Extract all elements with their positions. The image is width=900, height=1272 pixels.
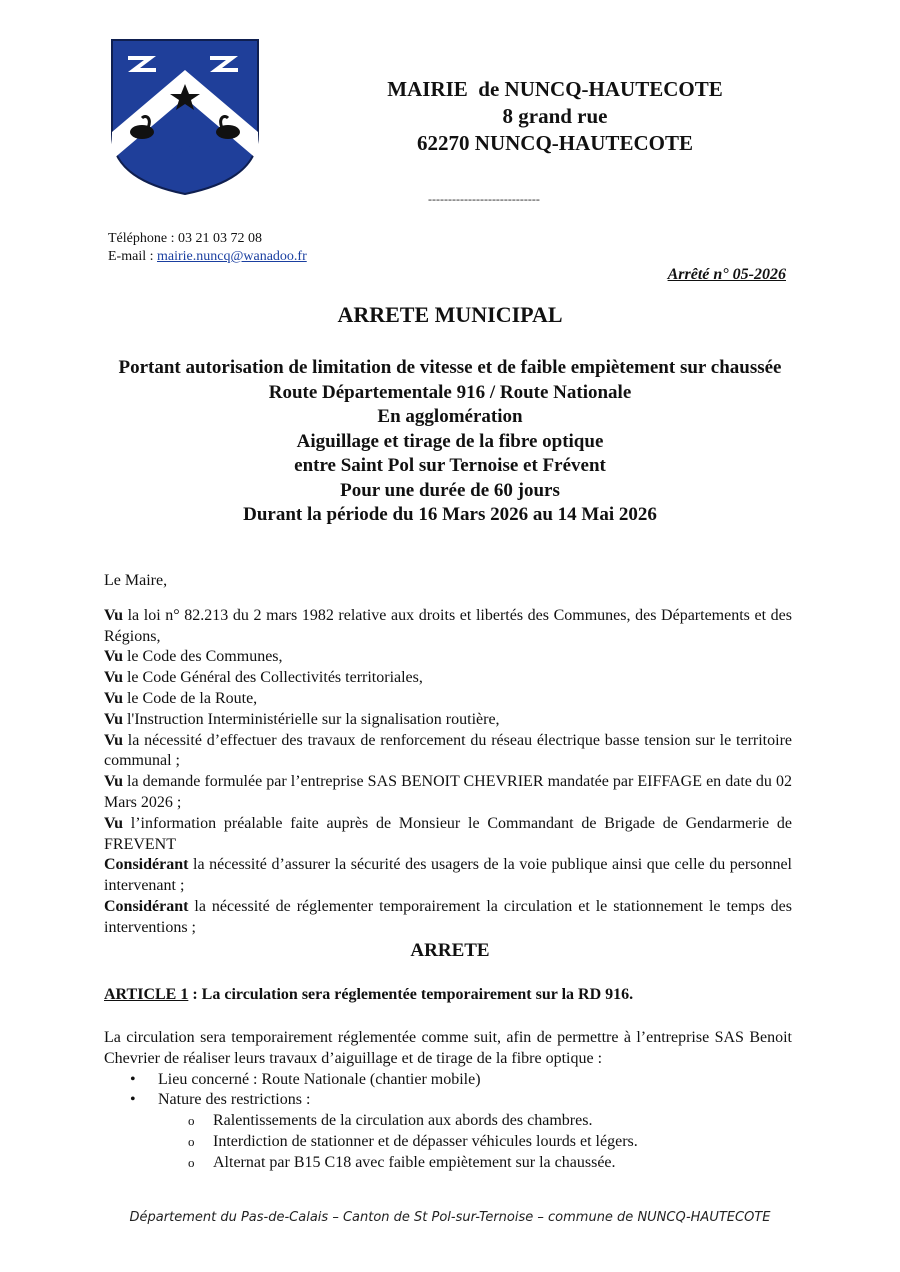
article-1-title [104,986,633,1004]
email-label: E-mail : [108,249,157,264]
subtitle-line: Portant autorisation de limitation de vitesse et de faible empiètement sur chaussée [118,357,782,378]
vu-item: Vu l'Instruction Interministérielle sur la signalisation routière, [104,710,500,728]
mairie-header [300,76,810,157]
phone-label: Téléphone : [108,231,178,246]
mairie-street: 8 grand rue [502,104,608,128]
subtitle-line: entre Saint Pol sur Ternoise et Frévent [294,455,606,476]
vu-item: Vu le Code de la Route, [104,689,258,707]
vu-item: Vu le Code Général des Collectivités territoriales, [104,669,423,687]
vu-item: Vu l’information préalable faite auprès de Monsieur le Commandant de Brigade de Gendarmerie de FREVENT [104,814,792,853]
page-title: ARRETE MUNICIPAL [337,302,563,327]
subtitle-line: Aiguillage et tirage de la fibre optique [296,430,604,452]
vu-item: Vu le Code des Communes, [104,648,283,666]
article-1-heading: : La circulation sera réglementée temporairement sur la RD 916. [188,986,634,1003]
subtitle-line: Route Départementale 916 / Route Nationale [268,381,632,403]
vu-item: Vu la demande formulée par l’entreprise SAS BENOIT CHEVRIER mandatée par EIFFAGE en date du 02 Mars 2026 ; [104,773,792,811]
considerant-item: Considérant la nécessité de réglementer temporairement la circulation et le stationnement le temps des interventions ; [104,897,792,936]
arrete-heading: ARRETE [410,940,490,961]
considerant-item: Considérant la nécessité d’assurer la sécurité des usagers de la voie publique ainsi que celle du personnel intervenant ; [104,856,792,895]
vu-item: Vu la loi n° 82.213 du 2 mars 1982 relative aux droits et libertés des Communes, des Départements et des Régions, [104,606,792,645]
vu-item: Vu la nécessité d’effectuer des travaux de renforcement du réseau électrique basse tension sur le territoire communal ; [104,731,792,770]
article-1-body [104,1028,792,1174]
subtitle-line: Durant la période du 16 Mars 2026 au 14 Mai 2026 [243,504,657,525]
contact-block [108,230,307,266]
subtitle-line: Pour une durée de 60 jours [340,479,560,501]
header-divider: ---------------------------- [428,192,540,206]
mairie-name: MAIRIE de NUNCQ-HAUTECOTE [387,77,723,101]
article-1-paragraph: La circulation sera temporairement réglementée comme suit, afin de permettre à l’entreprise SAS Benoit Chevrier de réaliser leurs travaux d’aiguillage et de tirage de la fibre optique : [104,1029,792,1067]
list-item: • Lieu concerné : Route Nationale (chantier mobile) [104,1070,792,1091]
preamble [104,571,792,939]
restriction-item: o Ralentissements de la circulation aux abords des chambres. [104,1111,792,1132]
restriction-item: o Alternat par B15 C18 avec faible empiètement sur la chaussée. [104,1153,792,1174]
phone-number: 03 21 03 72 08 [177,231,262,246]
article-1-label: ARTICLE 1 [104,986,189,1003]
subtitle-line: En agglomération [377,406,523,427]
intro-text: Le Maire, [104,572,168,589]
coat-of-arms-logo [106,36,264,196]
arrete-number: Arrêté n° 05-2026 [667,266,786,283]
email-link[interactable]: mairie.nuncq@wanadoo.fr [157,249,307,264]
subtitle-block [110,356,790,528]
restriction-item: o Interdiction de stationner et de dépasser véhicules lourds et légers. [104,1132,792,1153]
list-item: • Nature des restrictions : [104,1090,792,1111]
mairie-city: 62270 NUNCQ-HAUTECOTE [417,131,693,155]
page-footer: Département du Pas-de-Calais – Canton de St Pol-sur-Ternoise – commune de NUNCQ-HAUTECOTE [129,1210,771,1225]
